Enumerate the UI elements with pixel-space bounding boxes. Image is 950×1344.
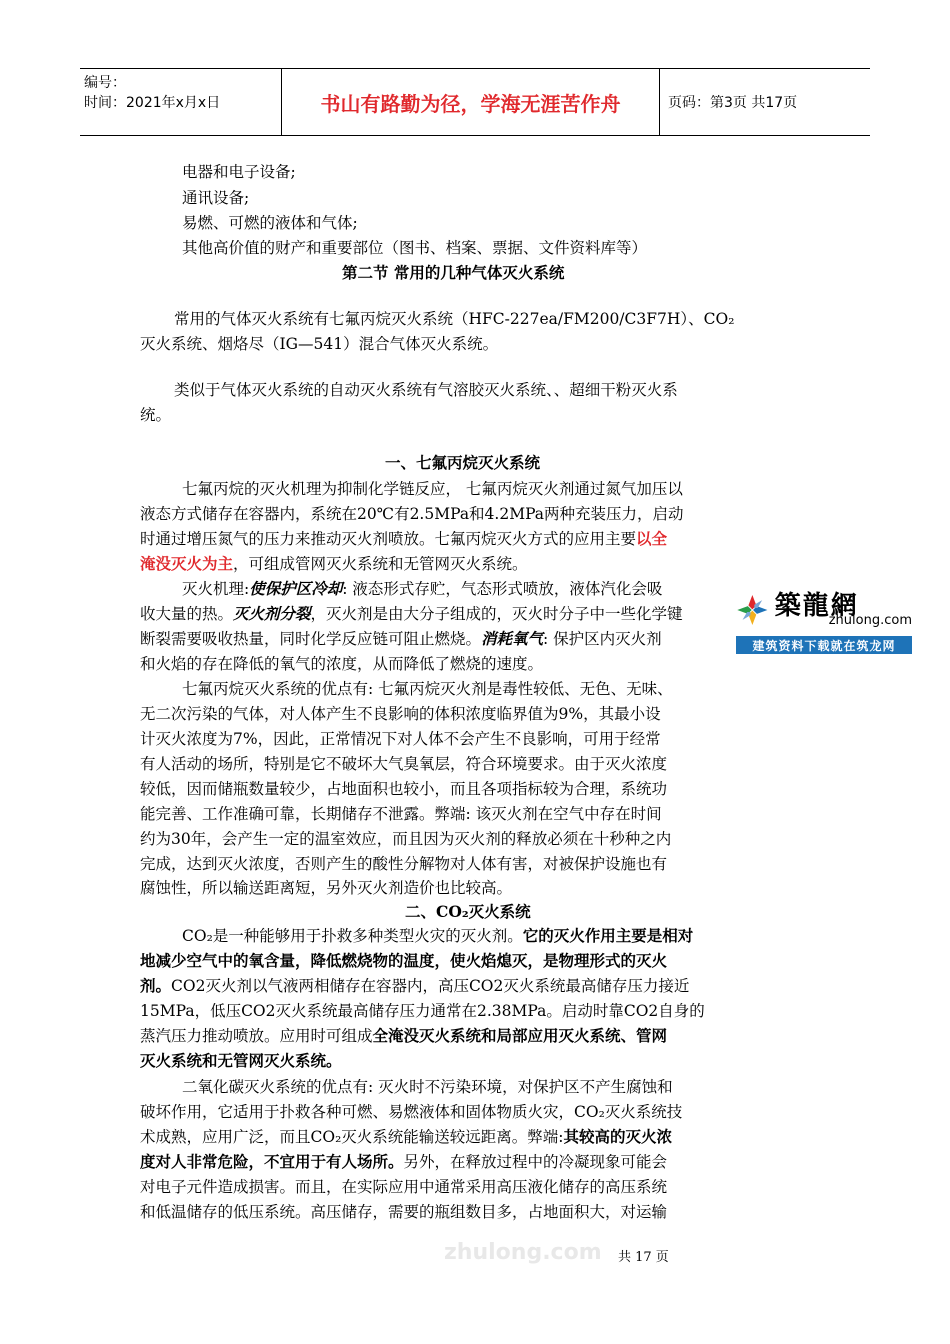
bold-text: 剂。 <box>140 976 172 995</box>
logo-name: 築龍網 <box>774 590 859 621</box>
text-run: 另外，在释放过程中的冷凝现象可能会 <box>403 1153 668 1171</box>
text-run: : 液态形式存贮，气态形式喷放，液体汽化会吸 <box>342 580 663 598</box>
text-run: 术成熟，应用广泛，而且CO₂灭火系统能输送较远距离。弊端: <box>140 1128 564 1146</box>
paragraph-line: 和火焰的存在降低的氧气的浓度，从而降低了燃烧的速度。 <box>140 655 544 673</box>
paragraph-line: 七氟丙烷的灭火机理为抑制化学链反应， 七氟丙烷灭火剂通过氮气加压以 <box>182 480 683 498</box>
paragraph-line <box>140 1024 667 1048</box>
zhulong-logo <box>736 584 912 658</box>
text-run: ，可组成管网灭火系统和无管网灭火系统。 <box>233 555 528 573</box>
list-item: 其他高价值的财产和重要部位（图书、档案、票据、文件资料库等） <box>182 239 648 257</box>
page-footer: 共 17 页 <box>618 1250 669 1265</box>
subsection-title: 二、CO₂灭火系统 <box>405 902 531 921</box>
paragraph-line: 无二次污染的气体，对人体产生不良影响的体积浓度临界值为9%，其最小设 <box>140 705 661 723</box>
text-run: 断裂需要吸收热量，同时化学反应链可阻止燃烧。 <box>140 630 482 648</box>
paragraph-line: 和低温储存的低压系统。高压储存，需要的瓶组数目多，占地面积大，对运输 <box>140 1203 668 1221</box>
number-label: 编号： <box>84 75 126 91</box>
list-item: 易燃、可燃的液体和气体; <box>182 214 358 232</box>
paragraph-line <box>140 1125 672 1149</box>
emphasis-text: 使保护区冷却 <box>249 579 343 598</box>
paragraph-line: 灭火系统和无管网灭火系统。 <box>140 1051 342 1070</box>
paragraph-line: 统。 <box>140 406 172 424</box>
paragraph-line: 对电子元件造成损害。而且，在实际应用中通常采用高压液化储存的高压系统 <box>140 1178 668 1196</box>
paragraph-line <box>140 1150 667 1174</box>
bold-text: 它的灭火作用主要是相对 <box>522 926 694 945</box>
text-run: 灭火机理: <box>182 580 250 598</box>
emphasis-text: 消耗氧气 <box>481 629 544 648</box>
paragraph-line: 破坏作用，它适用于扑救各种可燃、易燃液体和固体物质火灾，CO₂灭火系统技 <box>140 1103 683 1121</box>
section-title: 第二节 常用的几种气体灭火系统 <box>342 263 565 282</box>
logo-slogan: 建筑资料下载就在筑龙网 <box>736 636 912 654</box>
highlight-text: 以全 <box>636 529 668 548</box>
paragraph-line: 计灭火浓度为7%，因此，正常情况下对人体不会产生不良影响，可用于经常 <box>140 730 661 748</box>
paragraph-line: 地减少空气中的氧含量，降低燃烧物的温度，使火焰熄灭，是物理形式的灭火 <box>140 951 668 970</box>
highlight-text: 淹没灭火为主 <box>140 554 234 573</box>
paragraph-line <box>182 577 662 601</box>
paragraph-line <box>140 602 683 626</box>
paragraph-line: 15MPa，低压CO2灭火系统最高储存压力通常在2.38MPa。启动时靠CO2自身的 <box>140 1002 705 1020</box>
header-motto: 书山有路勤为径，学海无涯苦作舟 <box>282 69 660 135</box>
text-run: ，灭火剂是由大分子组成的，灭火时分子中一些化学键 <box>310 605 683 623</box>
bold-text: 全淹没灭火系统和局部应用灭火系统、管网 <box>372 1026 668 1045</box>
header-meta <box>80 69 282 135</box>
paragraph-line: 腐蚀性，所以输送距离短，另外灭火剂造价也比较高。 <box>140 879 513 897</box>
paragraph-line: 常用的气体灭火系统有七氟丙烷灭火系统（HFC-227ea/FM200/C3F7H）、CO₂ <box>174 310 735 328</box>
text-run: 收大量的热。 <box>140 605 234 623</box>
text-run: CO2灭火剂以气液两相储存在容器内，高压CO2灭火系统最高储存压力接近 <box>171 977 690 995</box>
logo-url: zhulong.com <box>828 612 912 628</box>
paragraph-line <box>140 527 667 551</box>
paragraph-line <box>140 552 528 576</box>
page-header <box>80 68 870 136</box>
watermark: zhulong.com <box>444 1240 602 1265</box>
list-item: 电器和电子设备; <box>182 163 296 181</box>
logo-mark-icon <box>736 585 769 635</box>
date-label: 时间：2021年x月x日 <box>84 95 221 111</box>
logo-header <box>736 584 912 636</box>
paragraph-line <box>140 627 662 651</box>
paragraph-line <box>140 974 689 998</box>
paragraph-line: 完成，达到灭火浓度，否则产生的酸性分解物对人体有害，对被保护设施也有 <box>140 855 668 873</box>
text-run: 蒸汽压力推动喷放。应用时可组成 <box>140 1027 373 1045</box>
logo-text <box>769 590 912 628</box>
paragraph-line: 较低，因而储瓶数量较少，占地面积也较小，而且各项指标较为合理，系统功 <box>140 780 668 798</box>
paragraph-line: 灭火系统、烟烙尽（IG—541）混合气体灭火系统。 <box>140 335 499 353</box>
subsection-title: 一、七氟丙烷灭火系统 <box>385 453 541 472</box>
paragraph-line: 七氟丙烷灭火系统的优点有: 七氟丙烷灭火剂是毒性较低、无色、无味、 <box>182 680 673 698</box>
paragraph-line: 二氧化碳灭火系统的优点有: 灭火时不污染环境，对保护区不产生腐蚀和 <box>182 1078 673 1096</box>
text-run: : 保护区内灭火剂 <box>543 630 662 648</box>
page-info: 页码：第3页 共17页 <box>668 95 798 111</box>
bold-text: 度对人非常危险，不宜用于有人场所。 <box>140 1152 404 1171</box>
paragraph-line: 有人活动的场所，特别是它不破坏大气臭氧层，符合环境要求。由于灭火浓度 <box>140 755 668 773</box>
list-item: 通讯设备; <box>182 189 250 207</box>
text-run: 时通过增压氮气的压力来推动灭火剂喷放。七氟丙烷灭火方式的应用主要 <box>140 530 637 548</box>
paragraph-line: 能完善、工作准确可靠，长期储存不泄露。弊端: 该灭火剂在空气中存在时间 <box>140 805 662 823</box>
paragraph-line: 液态方式储存在容器内，系统在20℃有2.5MPa和4.2MPa两种充装压力，启动 <box>140 505 684 523</box>
paragraph-line: 类似于气体灭火系统的自动灭火系统有气溶胶灭火系统、、超细干粉灭火系 <box>174 381 678 399</box>
text-run: CO₂是一种能够用于扑救多种类型火灾的灭火剂。 <box>182 927 523 945</box>
paragraph-line <box>182 924 693 948</box>
bold-text: 其较高的灭火浓 <box>563 1127 673 1146</box>
paragraph-line: 约为30年，会产生一定的温室效应，而且因为灭火剂的释放必须在十秒种之内 <box>140 830 672 848</box>
emphasis-text: 灭火剂分裂 <box>233 604 311 623</box>
